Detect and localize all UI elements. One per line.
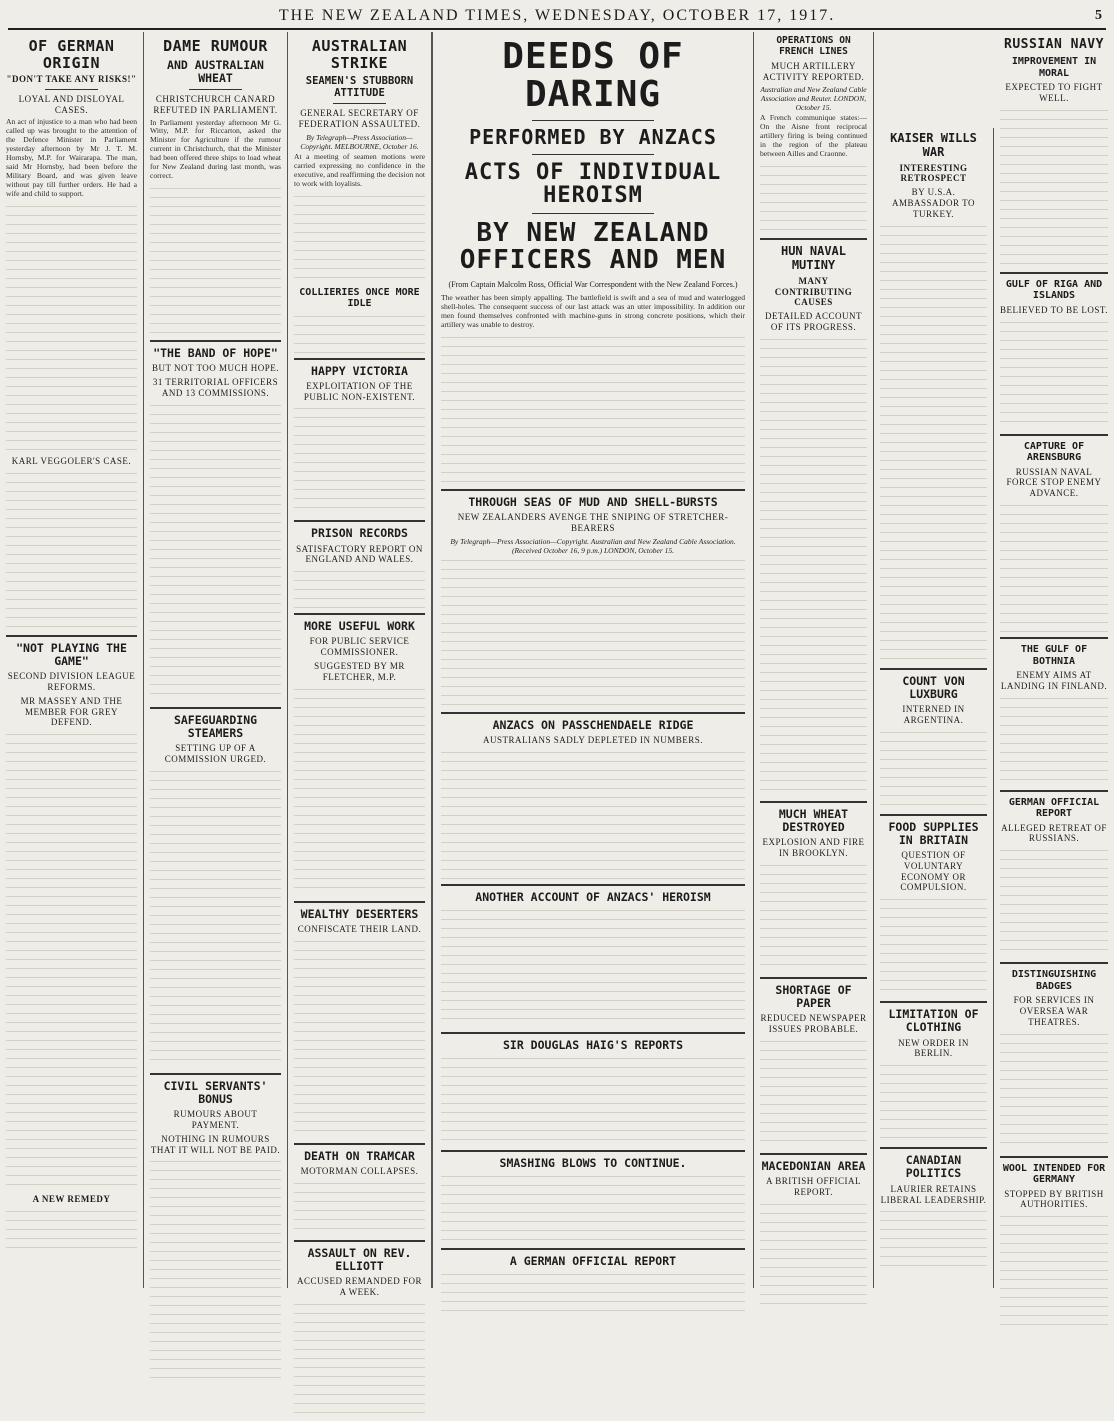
article-text-block <box>880 729 987 809</box>
subhead: KARL VEGGOLER'S CASE. <box>11 455 132 466</box>
feature-subheadline: ACTS OF INDIVIDUAL HEROISM <box>464 159 722 208</box>
subhead: RUSSIAN NAVAL FORCE STOP ENEMY ADVANCE. <box>1006 466 1102 499</box>
subhead: IMPROVEMENT IN MORAL <box>1011 56 1097 79</box>
article-text-block <box>441 1055 745 1145</box>
article-text-block <box>760 163 867 233</box>
article-text-block <box>294 568 425 608</box>
headline-another-account: ANOTHER ACCOUNT OF ANZACS' HEROISM <box>475 889 711 904</box>
article-text-block <box>441 1173 745 1243</box>
subhead: MOTORMAN COLLAPSES. <box>300 1165 419 1176</box>
column-3 <box>288 32 432 1297</box>
subhead: LOYAL AND DISLOYAL CASES. <box>18 93 125 115</box>
subhead: SECOND DIVISION LEAGUE REFORMS. <box>7 671 136 692</box>
headline-shortage-of-paper: SHORTAGE OF PAPER <box>775 982 852 1011</box>
headline-german-origin: OF GERMAN ORIGIN <box>28 37 115 72</box>
subhead: EXPECTED TO FIGHT WELL. <box>1005 82 1103 104</box>
headline-australian-strike: AUSTRALIAN STRIKE <box>311 37 408 72</box>
headline-german-official-report-2: GERMAN OFFICIAL REPORT <box>1008 796 1100 820</box>
subhead: FOR SERVICES IN OVERSEA WAR THEATRES. <box>1013 995 1095 1027</box>
subhead: MR MASSEY AND THE MEMBER FOR GREY DEFEND. <box>20 695 123 728</box>
article-text-block <box>294 405 425 515</box>
subhead: INTERESTING RETROSPECT <box>899 162 968 184</box>
article-text-block <box>294 686 425 896</box>
headline-macedonian-area: MACEDONIAN AREA <box>761 1158 866 1173</box>
feature-subheadline: BY NEW ZEALAND OFFICERS AND MEN <box>459 217 727 276</box>
feature-subheadline: PERFORMED BY ANZACS <box>469 124 717 149</box>
subhead: COLLIERIES ONCE MORE IDLE <box>299 286 420 310</box>
article-text-block <box>294 1301 425 1421</box>
article-text-block <box>1000 1031 1108 1151</box>
headline-limitation-of-clothing: LIMITATION OF CLOTHING <box>888 1007 979 1035</box>
article-text-block <box>150 185 281 335</box>
headline-canadian-politics: CANADIAN POLITICS <box>905 1153 962 1181</box>
subhead: BY U.S.A. AMBASSADOR TO TURKEY. <box>892 187 975 219</box>
headline-seas-of-mud: THROUGH SEAS OF MUD AND SHELL-BURSTS <box>468 494 718 509</box>
article-body: An act of injustice to a man who had been called up was brought to the attention of the Defence Minister in Parliament yesterday afternoon by Mr J. T. M. Hornsby, M.P. for Wairarapa. The man, said Mr Hornsby, had been before the Military Board, and was given leave without pay till further orders. He had a wife and child to support. <box>6 117 137 199</box>
article-text-block <box>441 1271 745 1311</box>
article-text-block <box>1000 502 1108 632</box>
article-text-block <box>6 731 137 1191</box>
column-1 <box>0 32 144 1288</box>
subhead: ALLEGED RETREAT OF RUSSIANS. <box>1001 822 1107 844</box>
subhead: FOR PUBLIC SERVICE COMMISSIONER. <box>309 636 410 658</box>
subhead: ENEMY AIMS AT LANDING IN FINLAND. <box>1000 670 1108 691</box>
subhead: ACCUSED REMANDED FOR A WEEK. <box>296 1276 422 1297</box>
subhead: EXPLOSION AND FIRE IN BROOKLYN. <box>762 837 865 859</box>
headline-death-on-tramcar: DEATH ON TRAMCAR <box>304 1148 415 1163</box>
article-body: A French communique states:—On the Aisne front reciprocal artillery firing is being continued in the region of the plateau between Ailles and Craonne. <box>760 113 867 159</box>
subhead: MANY CONTRIBUTING CAUSES <box>774 275 853 308</box>
column-2 <box>144 32 288 1288</box>
feature-headline: DEEDS OF DARING <box>502 36 684 115</box>
article-text-block <box>294 1180 425 1235</box>
article-text-block <box>6 203 137 453</box>
headline-dame-rumour: DAME RUMOUR <box>163 37 268 55</box>
headline-civil-servants-bonus: CIVIL SERVANTS' BONUS <box>163 1078 268 1107</box>
article-text-block <box>1000 695 1108 785</box>
subhead: NOTHING IN RUMOURS THAT IT WILL NOT BE PAID. <box>150 1133 281 1155</box>
subhead: BUT NOT TOO MUCH HOPE. <box>151 363 280 374</box>
article-text-block <box>294 313 425 353</box>
subhead: INTERNED IN ARGENTINA. <box>902 704 965 725</box>
subhead: SATISFACTORY REPORT ON ENGLAND AND WALES. <box>296 543 423 565</box>
masthead <box>8 4 1106 30</box>
article-text-block <box>6 470 137 630</box>
subhead: A NEW REMEDY <box>32 1194 111 1205</box>
article-text-block <box>150 768 281 1068</box>
subhead: AUSTRALIANS SADLY DEPLETED IN NUMBERS. <box>482 734 704 745</box>
column-6 <box>874 128 994 1288</box>
headline-band-of-hope: "THE BAND OF HOPE" <box>153 346 278 361</box>
article-body: The weather has been simply appalling. The battlefield is swift and a sea of mud and waterlogged shell-holes. The consequent success of our last attack was an utter impossibility. In addition our men found themselves confronted with machine-guns in strong concrete positions, which their artillery was unable to destroy. <box>441 292 745 329</box>
subhead: 31 TERRITORIAL OFFICERS AND 13 COMMISSIONS. <box>152 377 279 399</box>
subhead: SETTING UP OF A COMMISSION URGED. <box>164 743 267 765</box>
subhead: DETAILED ACCOUNT OF ITS PROGRESS. <box>764 311 863 332</box>
dateline: By Telegraph—Press Association—Copyright. Australian and New Zealand Cable Association. (Received October 16, 9 p.m.) LONDON, October 15. <box>450 536 736 555</box>
headline-distinguishing-badges: DISTINGUISHING BADGES <box>1011 969 1097 992</box>
headline-safeguarding-steamers: SAFEGUARDING STEAMERS <box>173 712 258 741</box>
subhead: REDUCED NEWSPAPER ISSUES PROBABLE. <box>760 1013 867 1035</box>
article-text-block <box>441 907 745 1027</box>
headline-food-supplies: FOOD SUPPLIES IN BRITAIN <box>888 819 979 847</box>
headline-more-useful-work: MORE USEFUL WORK <box>304 619 415 634</box>
subhead: BELIEVED TO BE LOST. <box>1000 304 1108 315</box>
byline: (From Captain Malcolm Ross, Official War Correspondent with the New Zealand Forces.) <box>448 280 738 290</box>
headline-count-von-luxburg: COUNT VON LUXBURG <box>902 673 965 701</box>
headline-wool-for-germany: WOOL INTENDED FOR GERMANY <box>1002 1162 1106 1186</box>
headline-gulf-of-riga: GULF OF RIGA AND ISLANDS <box>1005 278 1103 302</box>
article-body: At a meeting of seamen motions were carried expressing no confidence in the executive, and reaffirming the decision not to work with loyalists. <box>294 151 425 188</box>
headline-not-playing-game: "NOT PLAYING THE GAME" <box>16 640 127 668</box>
article-text-block <box>880 1208 987 1268</box>
headline-russian-navy: RUSSIAN NAVY <box>1004 37 1104 52</box>
subhead: NEW ZEALANDERS AVENGE THE SNIPING OF STRETCHER-BEARERS <box>457 512 729 533</box>
headline-passchendaele-ridge: ANZACS ON PASSCHENDAELE RIDGE <box>492 717 694 732</box>
subhead: SEAMEN'S STUBBORN ATTITUDE <box>305 75 414 100</box>
article-text-block <box>880 1062 987 1142</box>
dateline: Australian and New Zealand Cable Association and Reuter. LONDON, October 15. <box>760 85 867 113</box>
headline-much-wheat-destroyed: MUCH WHEAT DESTROYED <box>778 806 849 834</box>
subhead: SUGGESTED BY MR FLETCHER, M.P. <box>314 660 405 682</box>
article-text-block <box>760 336 867 796</box>
article-text-block <box>441 334 745 484</box>
headline-haigs-reports: SIR DOUGLAS HAIG'S REPORTS <box>502 1037 683 1052</box>
article-body: In Parliament yesterday afternoon Mr G. Witty, M.P. for Riccarton, asked the Minister for Agriculture if the rumour current in Christchurch, that the Minister had been offered three ships to load wheat for New Zealand during last month, was correct. <box>150 117 281 181</box>
headline-assault-rev-elliott: ASSAULT ON REV. ELLIOTT <box>307 1245 412 1273</box>
subhead: A BRITISH OFFICIAL REPORT. <box>765 1176 861 1197</box>
headline-wealthy-deserters: WEALTHY DESERTERS <box>300 906 419 921</box>
headline-french-lines: OPERATIONS ON FRENCH LINES <box>776 35 851 57</box>
subhead: CONFISCATE THEIR LAND. <box>297 923 422 934</box>
article-text-block <box>150 1158 281 1378</box>
subhead: EXPLOITATION OF THE PUBLIC NON-EXISTENT. <box>303 380 416 402</box>
subhead: STOPPED BY BRITISH AUTHORITIES. <box>1004 1188 1104 1210</box>
masthead-title: THE NEW ZEALAND TIMES, WEDNESDAY, OCTOBER 17, 1917. <box>278 7 836 24</box>
page-number: 5 <box>1095 8 1102 23</box>
article-text-block <box>1000 1213 1108 1333</box>
headline-german-official-report: A GERMAN OFFICIAL REPORT <box>509 1254 677 1269</box>
column-7 <box>994 32 1114 1288</box>
subhead: LAURIER RETAINS LIBERAL LEADERSHIP. <box>880 1183 987 1205</box>
subhead: "DON'T TAKE ANY RISKS!" <box>6 74 137 84</box>
column-5 <box>754 32 874 1288</box>
subhead: MUCH ARTILLERY ACTIVITY REPORTED. <box>762 60 865 82</box>
headline-hun-naval-mutiny: HUN NAVAL MUTINY <box>780 244 847 272</box>
headline-kaiser-wills-war: KAISER WILLS WAR <box>890 131 977 159</box>
article-text-block <box>1000 107 1108 267</box>
article-text-block <box>1000 319 1108 429</box>
headline-gulf-of-bothnia: THE GULF OF BOTHNIA <box>1020 644 1088 667</box>
headline-prison-records: PRISON RECORDS <box>311 526 408 541</box>
article-text-block <box>760 862 867 972</box>
subhead: QUESTION OF VOLUNTARY ECONOMY OR COMPULSION. <box>900 850 967 893</box>
article-text-block <box>441 749 745 879</box>
article-text-block <box>1000 847 1108 957</box>
dateline: By Telegraph—Press Association—Copyright. MELBOURNE, October 16. <box>300 132 419 151</box>
article-text-block <box>441 557 745 707</box>
article-text-block <box>294 938 425 1138</box>
headline-happy-victoria: HAPPY VICTORIA <box>311 363 408 378</box>
article-text-block <box>6 1208 137 1248</box>
subhead: AND AUSTRALIAN WHEAT <box>167 57 264 85</box>
headline-smashing-blows: SMASHING BLOWS TO CONTINUE. <box>499 1156 687 1171</box>
subhead: RUMOURS ABOUT PAYMENT. <box>173 1109 258 1131</box>
headline-capture-of-arensburg: CAPTURE OF ARENSBURG <box>1023 440 1085 464</box>
article-text-block <box>760 1038 867 1148</box>
subhead: CHRISTCHURCH CANARD REFUTED IN PARLIAMENT. <box>153 93 278 115</box>
article-text-block <box>880 896 987 996</box>
article-text-block <box>760 1201 867 1311</box>
subhead: GENERAL SECRETARY OF FEDERATION ASSAULTED. <box>298 108 421 129</box>
article-text-block <box>294 193 425 283</box>
article-text-block <box>150 402 281 702</box>
feature-article <box>432 32 754 1288</box>
subhead: NEW ORDER IN BERLIN. <box>898 1037 969 1059</box>
article-text-block <box>880 223 987 663</box>
